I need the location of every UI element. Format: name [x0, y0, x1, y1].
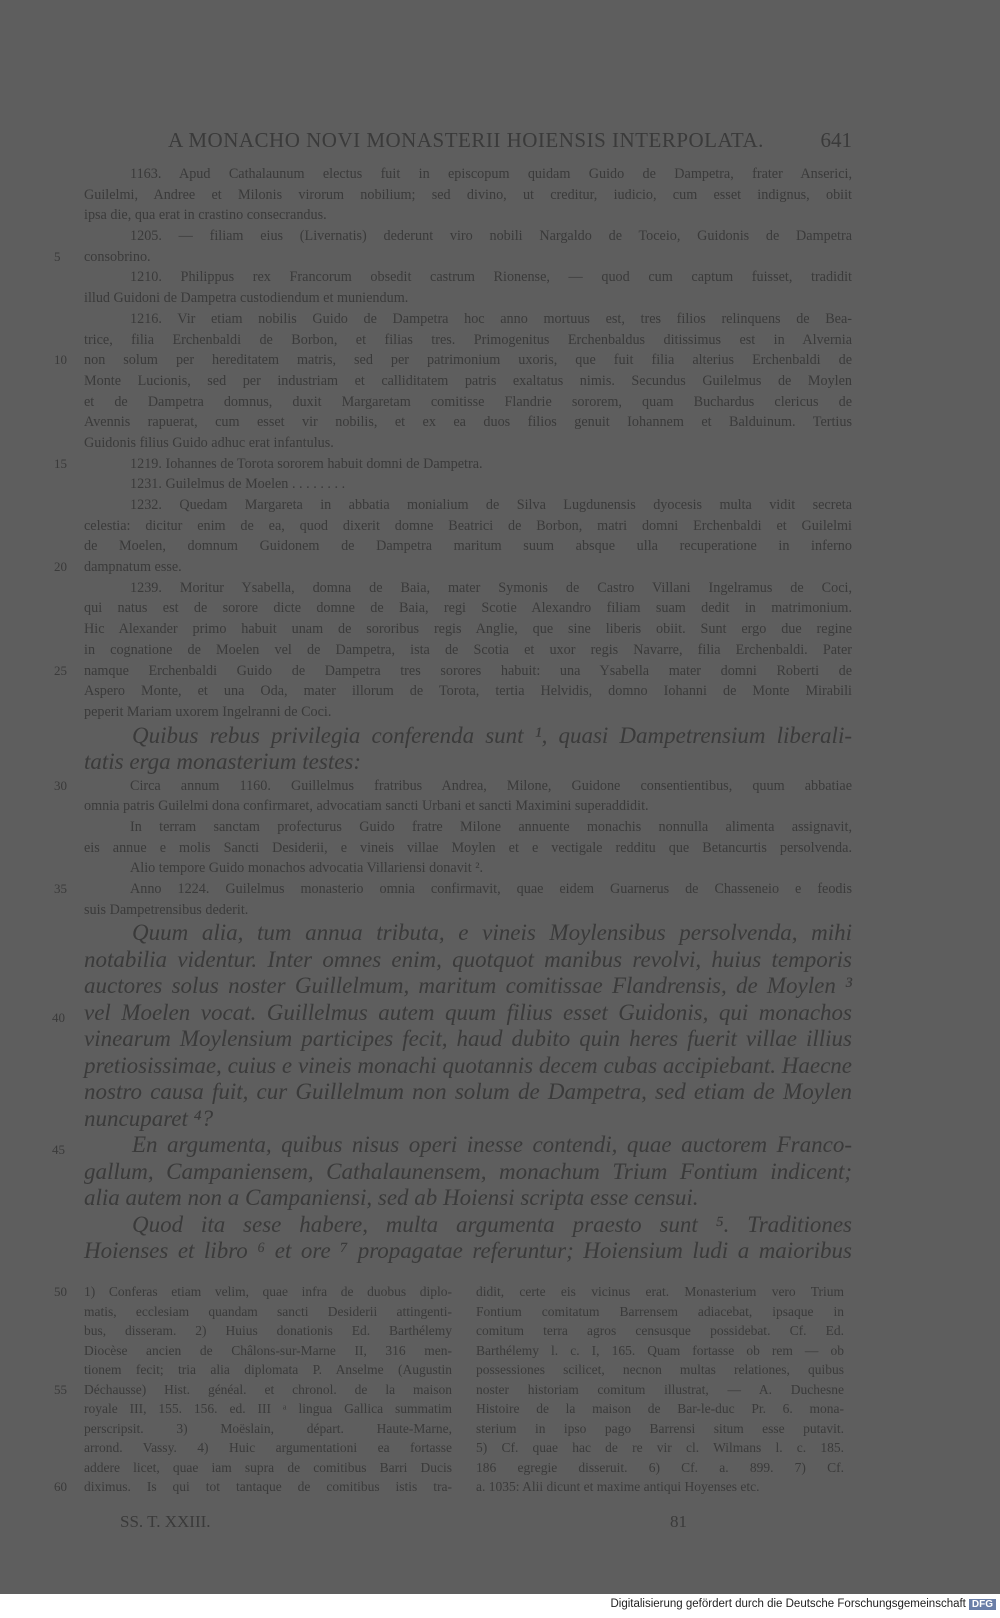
line-text: 1205. — filiam eius (Livernatis) dederunt viro nobili Nargaldo de Toceio, Guidonis de Dampetra: [130, 228, 852, 245]
line-number: 20: [54, 559, 67, 575]
text-line: [84, 164, 852, 185]
line-text: ipsa die, qua erat in crastino consecrandus.: [84, 207, 327, 224]
line-text: Circa annum 1160. Guillelmus fratribus Andrea, Milone, Guidone consentientibus, quum abbatiae: [130, 777, 852, 794]
text-line: [84, 598, 852, 619]
line-number: 10: [54, 352, 67, 368]
text-line: [54, 661, 852, 682]
footnote-line: [54, 1477, 452, 1497]
main-text: [52, 164, 852, 1265]
line-text: auctores solus noster Guillelmum, maritum comitissae Flandrensis, de Moylen ³: [84, 973, 852, 999]
line-text: Quum alia, tum annua tributa, e vineis Moylensibus persolvenda, mihi: [132, 920, 852, 946]
text-line: [84, 309, 852, 330]
credit-text: Digitalisierung gefördert durch die Deutsche Forschungsgemeinschaft: [610, 1598, 966, 1610]
line-text: illud Guidoni de Dampetra custodiendum et muniendum.: [84, 290, 409, 307]
footnote-line: [84, 1302, 452, 1322]
line-text: dampnatum esse.: [84, 559, 182, 576]
line-text: Guilelmi, Andree et Milonis virorum nobilium; sed divino, ut creditur, iudicio, cum esset indignus, obiit: [84, 186, 852, 203]
header-page-number: 641: [820, 128, 852, 152]
line-text: sterium in ipso pago Barrensi situm esse putavit.: [476, 1420, 844, 1436]
footnote-line: [476, 1477, 844, 1497]
line-text: trice, filia Erchenbaldi de Borbon, et filias tres. Primogenitus Erchenbaldus ditissimus est in Alvernia: [84, 331, 852, 348]
line-text: consobrino.: [84, 248, 151, 265]
line-text: a. 1035: Alii dicunt et maxime antiqui Hoyenses etc.: [476, 1479, 760, 1494]
text-line: [84, 205, 852, 226]
line-text: diximus. Is qui tot tantaque de comitibus istis tra-: [84, 1479, 452, 1494]
line-text: 1231. Guilelmus de Moelen . . . . . . . .: [130, 476, 346, 493]
line-number: 30: [54, 777, 67, 793]
italic-line: [84, 1238, 852, 1265]
footnote-line: [476, 1438, 844, 1458]
line-text: perscripsit. 3) Moëslain, départ. Haute-Marne,: [84, 1420, 452, 1436]
line-text: qui natus est de sorore dicte domne de Baia, regi Scotie Alexandro filiam suam dedit in matrimonium.: [84, 600, 852, 617]
line-text: 1216. Vir etiam nobilis Guido de Dampetra hoc anno mortuus est, tres filios relinquens de Bea-: [130, 310, 852, 327]
text-line: [84, 185, 852, 206]
italic-line: [84, 973, 852, 1000]
footnote-line: [476, 1360, 844, 1380]
text-line: [84, 900, 852, 921]
footnote-line: [476, 1321, 844, 1341]
text-line: [84, 392, 852, 413]
line-text: addere licet, quae iam supra de comitibus Barri Ducis: [84, 1459, 452, 1475]
text-line: [84, 267, 852, 288]
footnotes-left-column: [54, 1282, 452, 1497]
line-text: 1210. Philippus rex Francorum obsedit castrum Rionense, — quod cum captum fuisset, tradidit: [130, 269, 852, 286]
line-text: Monte Lucionis, sed per industriam et calliditatem patris exaltatus nimis. Secundus Guilelmus de Moylen: [84, 372, 852, 389]
text-line: [84, 330, 852, 351]
line-text: En argumenta, quibus nisus operi inesse contendi, quae auctorem Franco-: [132, 1132, 852, 1158]
line-text: 186 egregie disseruit. 6) Cf. a. 899. 7) Cf.: [476, 1459, 844, 1475]
footnote-line: [476, 1419, 844, 1439]
text-line: [54, 247, 852, 268]
line-text: namque Erchenbaldi Guido de Dampetra tres sorores habuit: una Ysabella mater domni Roberti de: [84, 662, 852, 679]
line-text: nuncuparet ⁴?: [84, 1105, 214, 1131]
footer-signature: SS. T. XXIII.: [120, 1512, 211, 1531]
text-line: [84, 288, 852, 309]
dfg-logo: DFG: [969, 1599, 996, 1610]
line-text: Barthélemy l. c. I, 165. Quam fortasse ob rem — ob: [476, 1342, 844, 1358]
line-number: 45: [52, 1142, 65, 1158]
line-text: Hic Alexander primo habuit unam de sororibus regis Anglie, que sine liberis obiit. Sunt ergo due regine: [84, 621, 852, 638]
text-line: [84, 640, 852, 661]
text-line: [84, 495, 852, 516]
italic-line: [84, 1212, 852, 1239]
footnote-line: [54, 1380, 452, 1400]
line-number: 5: [54, 248, 61, 264]
line-text: Avennis rapuerat, cum esset vir nobilis, et ex ea duos filios genuit Iohannem et Balduinum. Tertius: [84, 414, 852, 431]
line-text: celestia: dicitur enim de ea, quod dixerit domne Beatrici de Borbon, matri domni Erchenbaldi et Guilelmi: [84, 517, 852, 534]
italic-line: [52, 999, 852, 1027]
line-number: 25: [54, 662, 67, 678]
line-text: 1219. Iohannes de Torota sororem habuit domni de Dampetra.: [130, 455, 483, 472]
italic-line: [84, 1079, 852, 1106]
line-text: noster historiam comitum illustrat, — A. Duchesne: [476, 1381, 844, 1397]
line-text: Guidonis filius Guido adhuc erat infantulus.: [84, 434, 334, 451]
text-line: [54, 454, 852, 475]
line-text: Fontium comitatum Barrensem adiacebat, ipsaque in: [476, 1303, 844, 1319]
line-text: didit, certe eis vicinus erat. Monasterium vero Trium: [476, 1284, 844, 1299]
digitization-credit: [610, 1598, 996, 1610]
footnote-line: [84, 1438, 452, 1458]
line-text: 1163. Apud Cathalaunum electus fuit in episcopum quidam Guido de Dampetra, frater Anserici,: [130, 166, 852, 182]
line-text: royale III, 155. 156. ed. III ᵃ lingua Gallica summatim: [84, 1401, 452, 1416]
text-line: [84, 817, 852, 838]
footnote-line: [54, 1282, 452, 1302]
text-line: [54, 350, 852, 371]
line-number: 40: [52, 1009, 65, 1025]
line-text: comitum terra agros censusque possidebat. Cf. Ed.: [476, 1323, 844, 1338]
italic-line: [84, 723, 852, 750]
line-text: notabilia videntur. Inter omnes enim, quotquot manibus revolvi, huius temporis: [84, 946, 852, 972]
footnote-line: [476, 1282, 844, 1302]
line-text: alia autem non a Campaniensi, sed ab Hoiensi scripta esse censui.: [84, 1185, 699, 1211]
line-text: eis annue e molis Sancti Desiderii, e vineis villae Moylen et e vectigale redditu que Betancurtis persolvenda.: [84, 839, 852, 856]
footnote-line: [476, 1380, 844, 1400]
line-number: 50: [54, 1284, 67, 1299]
line-text: Anno 1224. Guilelmus monasterio omnia confirmavit, quae eidem Guarnerus de Chasseneio e feodis: [130, 881, 852, 897]
text-line: [84, 433, 852, 454]
header-title: A MONACHO NOVI MONASTERII HOIENSIS INTERPOLATA.: [168, 128, 764, 152]
footnote-line: [84, 1360, 452, 1380]
line-text: Diocèse ancien de Châlons-sur-Marne II, 316 men-: [84, 1342, 452, 1358]
text-line: [84, 474, 852, 495]
footnotes-right-column: [476, 1282, 844, 1497]
line-text: 1) Conferas etiam velim, quae infra de duobus diplo-: [84, 1284, 452, 1299]
running-header: [80, 128, 852, 156]
line-text: Histoire de la maison de Bar-le-duc Pr. 6. mona-: [476, 1401, 844, 1416]
line-number: 15: [54, 455, 67, 471]
line-text: possessiones scilicet, necnon multas relationes, quibus: [476, 1362, 844, 1377]
line-text: nostro causa fuit, cur Guillelmum non solum de Dampetra, sed etiam de Moylen: [84, 1079, 852, 1105]
line-text: vel Moelen vocat. Guillelmus autem quum filius esset Guidonis, qui monachos: [84, 999, 852, 1025]
text-line: [84, 516, 852, 537]
italic-line: [84, 1106, 852, 1133]
line-text: arrond. Vassy. 4) Huic argumentationi ea fortasse: [84, 1440, 452, 1455]
line-text: In terram sanctam profecturus Guido fratre Milone annuente monachis nonnulla alimenta assignavit,: [130, 818, 852, 835]
line-text: omnia patris Guilelmi dona confirmaret, advocatiam sancti Urbani et sancti Maximini superaddidit.: [84, 798, 649, 815]
text-line: [84, 702, 852, 723]
line-text: Quod ita sese habere, multa argumenta praesto sunt ⁵. Traditiones: [132, 1211, 852, 1237]
line-text: 1239. Moritur Ysabella, domna de Baia, mater Symonis de Castro Villani Ingelramus de Coci,: [130, 579, 852, 596]
footnote-line: [476, 1302, 844, 1322]
footnote-line: [84, 1458, 452, 1478]
line-text: Alio tempore Guido monachos advocatia Villariensi donavit ².: [130, 860, 484, 877]
footnote-line: [476, 1399, 844, 1419]
line-text: tatis erga monasterium testes:: [84, 749, 362, 775]
text-line: [84, 858, 852, 879]
line-text: in cognatione de Moelen vel de Dampetra, ista de Scotia et uxor regis Navarre, filia Erchenbaldi. Pater: [84, 641, 852, 658]
line-text: Déchausse) Hist. généal. et chronol. de la maison: [84, 1381, 452, 1397]
line-text: bus, disseram. 2) Huius donationis Ed. Barthélemy: [84, 1323, 452, 1338]
text-line: [84, 838, 852, 859]
line-text: et de Dampetra domnus, duxit Margaretam comitisse Flandrie sororem, quam Buchardus clericus de: [84, 393, 852, 410]
footnote-line: [84, 1341, 452, 1361]
footnote-line: [84, 1399, 452, 1419]
line-text: matis, ecclesiam quandam sancti Desiderii attingenti-: [84, 1303, 452, 1319]
footnote-line: [84, 1321, 452, 1341]
text-line: [84, 226, 852, 247]
line-number: 35: [54, 881, 67, 896]
text-line: [84, 371, 852, 392]
line-text: vinearum Moylensium participes fecit, haud dubito quin heres fuerit villae illius: [84, 1026, 852, 1052]
line-text: Hoienses et libro ⁶ et ore ⁷ propagatae referuntur; Hoiensium ludi a maioribus: [84, 1238, 852, 1264]
italic-line: [84, 1185, 852, 1212]
footnote-line: [476, 1341, 844, 1361]
footer-page: 81: [670, 1512, 687, 1531]
italic-line: [84, 1026, 852, 1053]
line-text: pretiosissimae, cuius e vineis monachi quotannis decem cubas accipiebant. Haecne: [84, 1052, 852, 1078]
text-line: [54, 776, 852, 797]
line-text: suis Dampetrensibus dederit.: [84, 901, 249, 918]
text-line: [84, 578, 852, 599]
italic-line: [84, 920, 852, 947]
text-line: [54, 557, 852, 578]
text-line: [54, 879, 852, 900]
line-text: Quibus rebus privilegia conferenda sunt ¹, quasi Dampetrensium liberali-: [132, 722, 852, 748]
footnote-line: [476, 1458, 844, 1478]
line-text: peperit Mariam uxorem Ingelranni de Coci.: [84, 703, 332, 720]
text-line: [84, 681, 852, 702]
line-number: 60: [54, 1479, 67, 1494]
line-text: non solum per hereditatem matris, sed per patrimonium uxoris, que fuit filia alterius Erchenbaldi de: [84, 352, 852, 369]
footnote-line: [84, 1419, 452, 1439]
line-text: gallum, Campaniensem, Cathalaunensem, monachum Trium Fontium indicent;: [84, 1158, 852, 1184]
italic-line: [84, 749, 852, 776]
italic-line: [84, 1053, 852, 1080]
line-number: 55: [54, 1381, 67, 1397]
italic-line: [52, 1132, 852, 1159]
line-text: 5) Cf. quae hac de re vir cl. Wilmans l. c. 185.: [476, 1440, 844, 1455]
line-text: 1232. Quedam Margareta in abbatia monialium de Silva Lugdunensis dyocesis multa vidit secreta: [130, 497, 852, 513]
line-text: de Moelen, domnum Guidonem de Dampetra maritum suum absque ulla recuperatione in inferno: [84, 538, 852, 555]
italic-line: [84, 947, 852, 974]
text-line: [84, 619, 852, 640]
text-line: [84, 412, 852, 433]
line-text: Aspero Monte, et una Oda, mater illorum de Torota, tertia Helvidis, domno Iohanni de Monte Mirabili: [84, 683, 852, 700]
line-text: tionem fecit; tria alia diplomata P. Anselme (Augustin: [84, 1362, 452, 1377]
text-line: [84, 796, 852, 817]
italic-line: [84, 1159, 852, 1186]
text-line: [84, 536, 852, 557]
